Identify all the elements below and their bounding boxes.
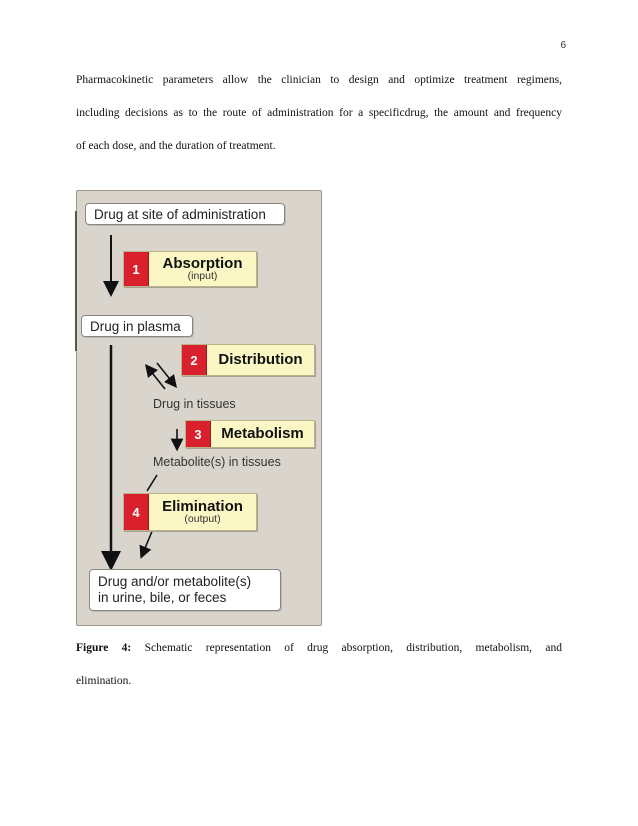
distribution-number-badge: 2: [182, 345, 207, 375]
process-distribution: [181, 344, 315, 376]
process-metabolism: [185, 420, 315, 448]
distribution-title: Distribution: [218, 351, 303, 368]
state-drug-in-plasma: Drug in plasma: [81, 315, 193, 337]
excreted-line-1: Drug and/or metabolite(s): [98, 574, 252, 589]
pharmacokinetics-figure: [76, 190, 322, 626]
process-absorption: [123, 251, 257, 287]
process-elimination: [123, 493, 257, 531]
caption-line-1: [76, 640, 562, 656]
absorption-number-badge: 1: [124, 252, 149, 286]
body-paragraph: [76, 72, 562, 152]
paragraph-line-3: of each dose, and the duration of treatment.: [76, 140, 276, 152]
caption-line-2: elimination.: [76, 675, 132, 687]
metabolism-title: Metabolism: [221, 425, 304, 442]
arrow-distribution-forward: [157, 363, 173, 383]
elimination-subtitle: (output): [184, 513, 221, 525]
paragraph-line-1: Pharmacokinetic parameters allow the clinician to design and optimize treatment regimens,: [76, 74, 562, 86]
excreted-line-2: in urine, bile, or feces: [98, 590, 227, 605]
state-drug-in-tissues: Drug in tissues: [153, 397, 236, 411]
arrow-metabolite-to-elimination: [147, 475, 157, 491]
absorption-subtitle: (input): [187, 270, 218, 282]
caption-text: Schematic representation of drug absorption, distribution, metabolism, and: [131, 642, 562, 654]
state-excreted: [89, 569, 281, 611]
caption-label: Figure 4:: [76, 642, 132, 654]
arrow-elimination-to-excreted: [143, 529, 153, 553]
arrow-distribution-back: [149, 369, 165, 389]
elimination-number-badge: 4: [124, 494, 149, 530]
state-site-of-administration: Drug at site of administration: [85, 203, 285, 225]
page-number: 6: [560, 40, 566, 51]
absorption-title: Absorption: [162, 255, 243, 272]
figure-caption: [76, 640, 562, 689]
state-metabolite-in-tissues: Metabolite(s) in tissues: [153, 455, 281, 469]
paragraph-line-2: including decisions as to the route of administration for a specificdrug, the amount and frequency: [76, 107, 562, 119]
metabolism-number-badge: 3: [186, 421, 211, 447]
elimination-title: Elimination: [162, 498, 243, 515]
